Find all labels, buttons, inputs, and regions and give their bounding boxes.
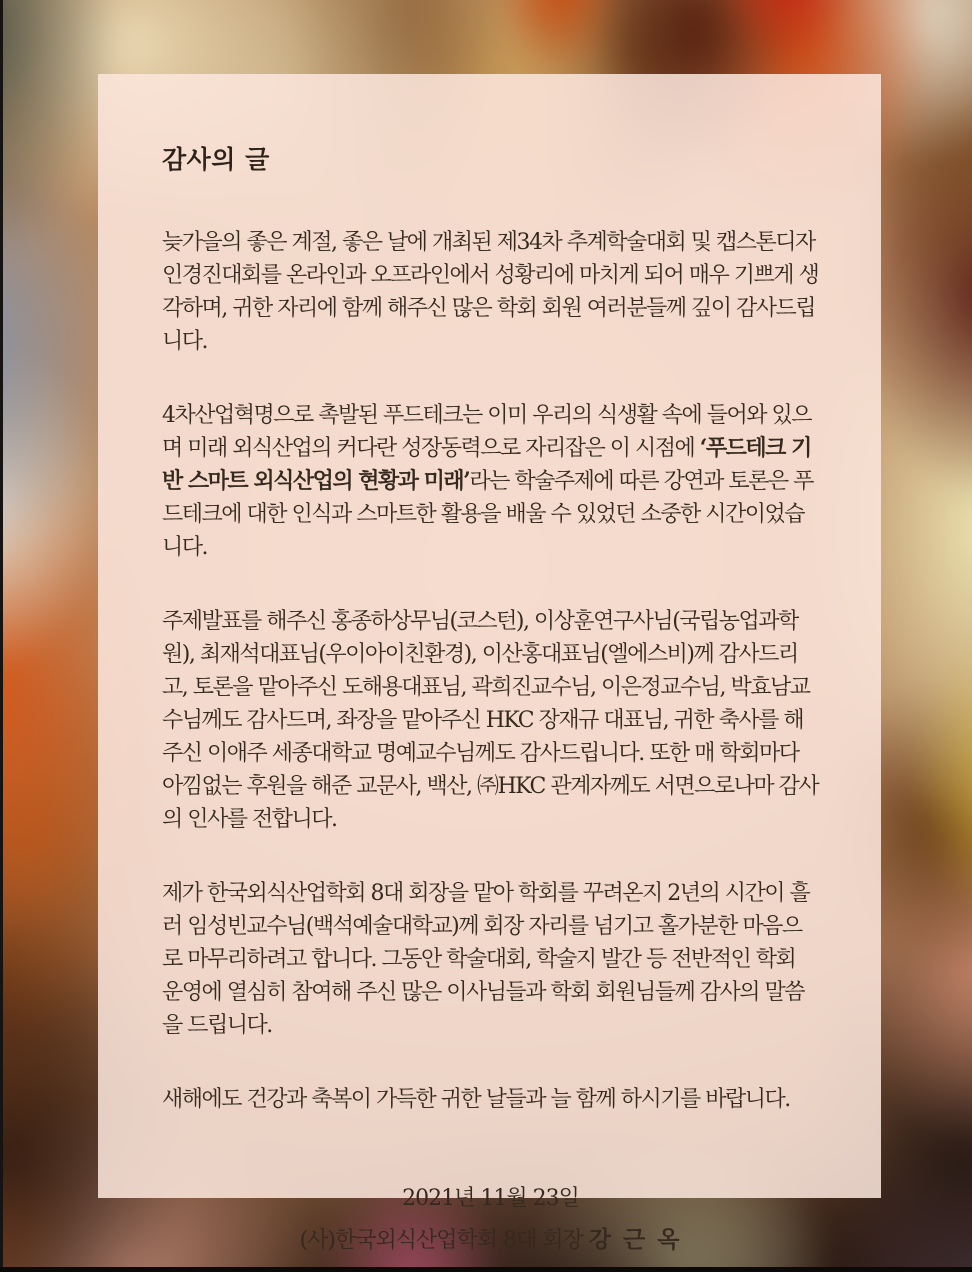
paragraph-foodtech xyxy=(162,399,819,564)
signature-block xyxy=(162,1178,819,1261)
paragraph-new-year-wish: 새해에도 건강과 축복이 가득한 귀한 날들과 늘 함께 하시기를 바랍니다. xyxy=(162,1087,790,1112)
paragraph-greeting: 늦가을의 좋은 계절, 좋은 날에 개최된 제34차 추계학술대회 및 캡스톤디자인경진대회를 온라인과 오프라인에서 성황리에 마치게 되어 매우 기쁘게 생각하며, 귀한 자리에 함께 해주신 많은 학회 회원 여러분들께 깊이 감사드립니다. xyxy=(162,230,819,354)
paragraph-presidency-handover: 제가 한국외식산업학회 8대 회장을 맡아 학회를 꾸려온지 2년의 시간이 흘러 임성빈교수님(백석예술대학교)께 회장 자리를 넘기고 홀가분한 마음으로 마무리하려고 합니다. 그동안 학술대회, 학술지 발간 등 전반적인 학회 운영에 열심히 참여해 주신 많은 이사님들과 학회 회원님들께 감사의 말씀을 드립니다. xyxy=(162,881,810,1038)
paragraph-foodtech-rest: 라는 학술주제에 따른 강연과 토론은 푸드테크에 대한 인식과 스마트한 활용을 배울 수 있었던 소중한 시간이었습니다. xyxy=(162,469,813,560)
bottom-border-line xyxy=(0,1267,972,1272)
signature-date: 2021년 11월 23일 xyxy=(402,1186,579,1211)
signature-name: 강 근 옥 xyxy=(588,1226,682,1253)
signature-org-role: (사)한국외식산업학회 8대 회장 xyxy=(299,1228,589,1253)
signature-line xyxy=(162,1219,819,1261)
letter-title: 감사의 글 xyxy=(162,145,270,174)
left-border-line xyxy=(0,0,3,1272)
paragraph-speakers-thanks: 주제발표를 해주신 홍종하상무님(코스턴), 이상훈연구사님(국립농업과학원), 최재석대표님(우이아이친환경), 이산홍대표님(엘에스비)께 감사드리고, 토론을 맡아주신 도해용대표님, 곽희진교수님, 이은정교수님, 박효남교수님께도 감사드며, 좌장을 맡아주신 HKC 장재규 대표님, 귀한 축사를 해주신 이애주 세종대학교 명예교수님께도 감사드립니다. 또한 매 학회마다 아낌없는 후원을 해준 교문사, 백산, ㈜HKC 관계자께도 서면으로나마 감사의 인사를 전합니다. xyxy=(162,609,819,832)
letter-panel xyxy=(98,74,881,1253)
paragraph-foodtech-topic-bold: ‘푸드테크 기반 스마트 외식산업의 현황과 미래’ xyxy=(162,435,811,494)
paragraph-foodtech-lead: 4차산업혁명으로 촉발된 푸드테크는 이미 우리의 식생활 속에 들어와 있으며 미래 외식산업의 커다란 성장동력으로 자리잡은 이 시점에 xyxy=(162,403,812,461)
